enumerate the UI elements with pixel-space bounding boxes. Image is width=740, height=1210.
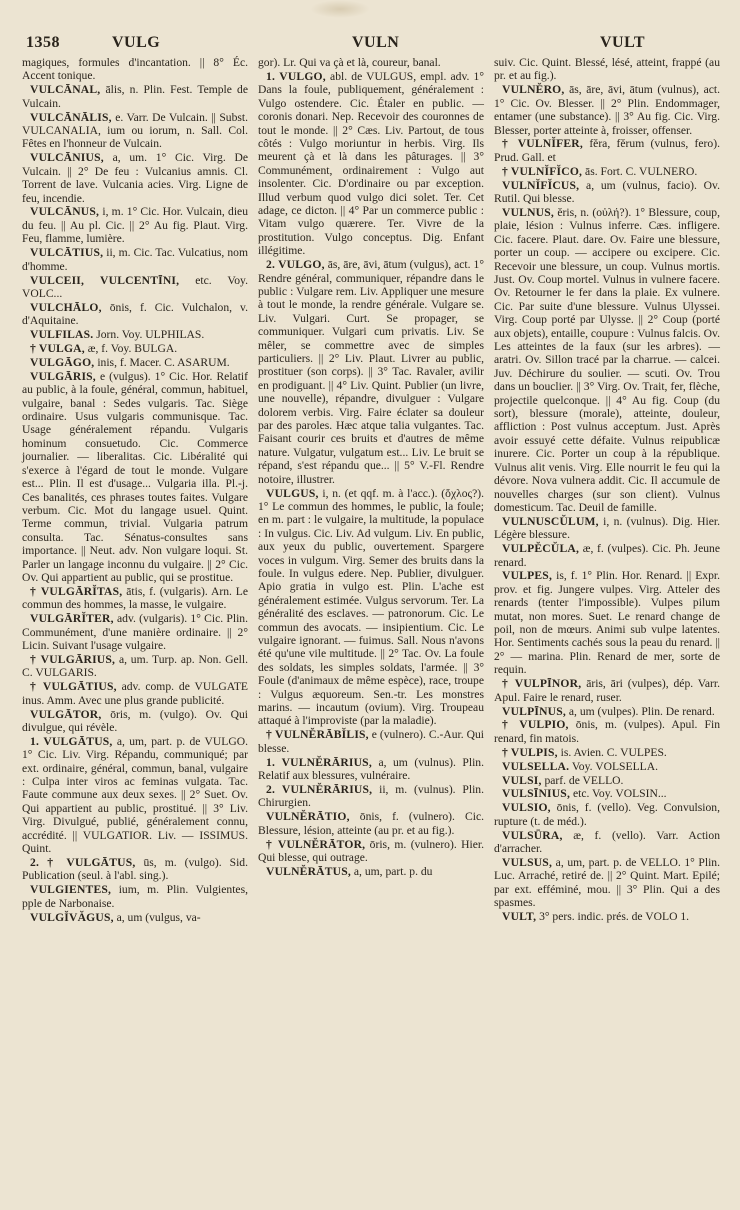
entry-definition: ōnis, f. (vulnero). Cic. Blessure, lésion, atteinte (au pr. et au fig.). [258,810,484,837]
entry-definition: e (vulnero). C.-Aur. Qui blesse. [258,728,484,755]
dictionary-entry [494,829,720,856]
entry-headword: VULNĔRO, [502,83,565,97]
entry-headword: VULCĀNĀLIS, [30,110,112,124]
dictionary-entry [258,258,484,486]
dictionary-entry [494,515,720,542]
entry-definition: ii, m. Cic. Tac. Vulcatius, nom d'homme. [22,246,248,273]
dictionary-entry [258,838,484,865]
entry-headword: † VULGĀRĬTAS, [30,584,123,598]
dictionary-entry [22,856,248,883]
dictionary-entry [494,705,720,718]
dictionary-entry [494,83,720,137]
entry-definition: Voy. VOLSELLA. [571,759,659,773]
dictionary-entry [494,787,720,800]
entry-definition: e. Varr. De Vulcain. || Subst. VULCANALIA, ium ou iorum, n. Sall. Col. Fêtes en l'honneur de Vulcain. [22,110,248,151]
entry-headword: VULFILAS. [30,328,94,342]
dictionary-entry [494,179,720,206]
entry-headword: VULGĀTOR, [30,707,102,721]
entry-definition: a, um, part. p. de VULGO. 1° Cic. Liv. Virg. Répandu, communiqué; par ext. ordinaire, général, commun, banal, vulgaire : Culpa inter viros ac feminas vulgata. Tac. Faute commune aux deux sexes. || 2° Suet. Ov. Qui appartient au public, prostitué. || 3° Liv. Virg. Divulgué, publié, généralement connu, accrédité. || VULGATIOR. Liv. — ISSIMUS. Quint. [22,734,249,856]
entry-headword: VULNUS, [502,205,554,219]
dictionary-entry [22,342,248,355]
entry-definition: ās. Fort. C. VULNERO. [585,164,698,178]
entry-headword: 2. VULNĔRĀRIUS, [266,782,373,796]
entry-headword: VULNUSCŬLUM, [502,514,599,528]
entry-headword: † VULGĀRIUS, [30,652,116,666]
dictionary-entry [22,708,248,735]
dictionary-entry [22,328,248,341]
entry-definition: æ, f. (vulpes). Cic. Ph. Jeune renard. [494,542,720,569]
dictionary-entry [258,70,484,258]
entry-definition: ium, m. Plin. Vulgientes, pple de Narbonaise. [22,883,248,910]
entry-definition: i, n. (vulnus). Dig. Hier. Légère blessure. [494,514,720,542]
column-1 [22,56,248,925]
entry-definition: etc. Voy. VOLC... [22,273,248,300]
entry-definition: 3° pers. indic. prés. de VOLO 1. [539,910,690,924]
entry-definition: magiques, formules d'incantation. || 8° Éc. Accent tonique. [22,56,248,83]
entry-definition: is, f. 1° Plin. Hor. Renard. || Expr. prov. et fig. Jungere vulpes. Virg. Atteler des renards (tenter l'impossible). Vulpes pilum mutat, non mores. Suet. Le renard change de poil, non de mœurs. Animi sub vulpe latentes. Hor. Sentiments cachés sous la peau du renard. || 2° — marina. Plin. Renard de mer, sorte de requin. [494,569,720,677]
dictionary-entry [494,206,720,514]
dictionary-entry [494,760,720,773]
column-3 [494,56,720,925]
entry-headword: VULGIENTES, [30,883,112,897]
header-center-word: VULN [352,34,400,51]
entry-headword: VULSUS, [502,855,553,869]
column-2 [258,56,484,925]
entry-headword: VULSELLA. [502,759,570,773]
columns [22,56,722,925]
dictionary-entry [258,728,484,755]
entry-definition: adv. (vulgaris). 1° Cic. Plin. Communément, d'une manière ordinaire. || 2° Licin. Suivant l'usage vulgaire. [22,612,249,652]
dictionary-entry [22,111,248,151]
entry-definition: ās, āre, āvi, ātum (vulnus), act. 1° Cic. Ov. Blesser. || 2° Plin. Endommager, entamer (une substance). || 3° Au fig. Cic. Virg. Blesser, porter atteinte à, froisser, offenser. [494,83,720,137]
entry-definition: i, m. 1° Cic. Hor. Vulcain, dieu du feu. || Au pl. Cic. || 2° Au fig. Plaut. Virg. Feu, flamme, lumière. [22,205,248,246]
entry-headword: VULCĀNUS, [30,205,100,219]
dictionary-entry [22,83,248,110]
dictionary-entry [22,370,248,585]
entry-definition: Jorn. Voy. ULPHILAS. [96,328,205,342]
entry-headword: VULSIO, [502,801,551,815]
entry-headword: VULGĀRIS, [30,369,96,383]
entry-headword: † VULNĬFER, [502,137,583,151]
dictionary-entry [22,274,248,301]
entry-headword: VULT, [502,910,537,924]
entry-headword: VULSI, [502,773,542,787]
dictionary-entry [258,56,484,69]
entry-headword: † VULNĔRĀTOR, [266,837,366,851]
entry-headword: VULNĔRĀTUS, [266,864,351,878]
dictionary-entry [494,569,720,676]
entry-definition: a, um, part. p. de VELLO. 1° Plin. Luc. Arraché, retiré de. || 2° Quint. Mart. Epilé; par ext. efféminé, mou. || 3° Plin. Qui a des spasmes. [494,855,720,910]
entry-headword: † VULGĀTIUS, [30,680,117,694]
entry-definition: ōnis, f. (vello). Veg. Convulsion, rupture (t. de méd.). [494,801,720,828]
entry-definition: parf. de VELLO. [544,773,624,787]
entry-headword: VULNĬFĬCUS, [502,178,580,192]
entry-definition: e (vulgus). 1° Cic. Hor. Relatif au public, à la foule, général, commun, habituel, vulgaire, banal : Sedes vulgaris. Tac. Siège ordinaire. Usus vulgaris communisque. Tac. Usage généralement répandu. Vulgaris hominum consuetudo. Cic. Commerce journalier. — liberalitas. Cic. Libéralité qui s'exerce à l'égard de tout le monde. Vulgare est... Plin. Il est d'usage... Vulgaria illa. Pl.-j. Ces banalités, ces phrases toutes faites. Vulgare verbum. Cic. Mot du langage usuel. Quint. Terme commun, trivial. Vulgaria patrum consulta. Tac. Sénatus-consultes sans importance. || Neut. adv. Non vulgare loqui. St. Parler un langage inconnu du vulgaire. || 2° Cic. Ov. Qui appartient au public, qui se prostitue. [22,369,248,584]
dictionary-entry [22,56,248,83]
dictionary-entry [258,487,484,728]
entry-headword: VULGĬVĂGUS, [30,910,114,924]
dictionary-entry [494,542,720,569]
entry-headword: † VULPIS, [502,745,558,759]
page-header [22,30,722,56]
entry-headword: VULCEII, VULCENTĪNI, [30,273,180,287]
entry-headword: VULPĪNUS, [502,704,566,718]
entry-definition: adv. comp. de VULGATE inus. Amm. Avec une plus grande publicité. [22,680,248,707]
entry-headword: VULGĀGO, [30,355,95,369]
dictionary-entry [494,910,720,923]
entry-definition: æ, f. Voy. BULGA. [87,342,178,356]
entry-definition: ii, m. (vulnus). Plin. Chirurgien. [258,782,484,810]
dictionary-entry [22,680,248,707]
dictionary-entry [258,783,484,810]
dictionary-entry [494,677,720,704]
entry-headword: VULCĀNAL, [30,83,101,97]
dictionary-entry [22,653,248,680]
entry-headword: † VULNĔRĀBĬLIS, [266,728,369,742]
dictionary-entry [494,801,720,828]
entry-definition: ōris, m. (vulgo). Ov. Qui divulgue, qui révèle. [22,707,248,734]
entry-definition: ĕris, n. (οὐλή?). 1° Blessure, coup, plaie, lésion : Vulnus inferre. Cæs. infligere. Cic. facere. Plaut. dare. Ov. Faire une blessure, porter un coup. — accipere ou excipere. Cic. Recevoir une blessure, un coup. Vulnus mortis. Just. Ov. Coup mortel. Vulnus in vulnere facere. Ov. Retourner le fer dans la plaie. Ex vulnere. Cic. Par suite d'une blessure. Vulnus Ulyssei. Virg. Coup porté par Ulysse. || 2° Coup (porté aux objets), entaille, coupure : Vulnus falcis. Ov. Les atteintes de la faux (sur les arbres). — aratri. Ov. Sillon tracé par la charrue. — calcei. Juv. Déchirure du soulier. — scuti. Ov. Trou dans un bouclier. || 3° Virg. Ov. Trait, fer, flèche, projectile quelconque. || 4° Au fig. Coup (du sort), blessure (morale), atteinte, douleur, affliction : Post vulnus acceptum. Just. Après avoir essuyé cette défaite. Vulnus reipublicæ inurere. Cic. Porter un coup à la république. Vulnus alit venis. Virg. Elle nourrit le feu qui la dévore. Nova vulnera addit. Cic. Il accumule de nouvelles charges (sur son client). Vulnus domesticum. Tac. Deuil de famille. [494,205,721,514]
entry-headword: 1. VULGO, [266,69,326,83]
entry-headword: VULSŪRA, [502,828,563,842]
dictionary-entry [22,585,248,612]
dictionary-entry [22,612,248,652]
entry-definition: fĕra, fĕrum (vulnus, fero). Prud. Gall. et [494,137,720,164]
entry-headword: 2. VULGO, [266,258,325,272]
entry-definition: ōnis, f. Cic. Vulchalon, v. d'Aquitaine. [22,300,248,328]
entry-definition: æ, f. (vello). Varr. Action d'arracher. [494,828,720,856]
entry-headword: VULNĔRĀTIO, [266,810,350,824]
page-number: 1358 [26,34,60,51]
entry-headword: VULPĔCŬLA, [502,542,580,556]
dictionary-entry [494,56,720,83]
entry-definition: is. Avien. C. VULPES. [560,745,667,759]
entry-definition: a, um, part. p. du [353,864,433,878]
entry-definition: suiv. Cic. Quint. Blessé, lésé, atteint, frappé (au pr. et au fig.). [494,56,720,83]
entry-headword: VULGĀRĬTER, [30,612,114,626]
dictionary-entry [494,856,720,910]
entry-definition: ōris, m. (vulnero). Hier. Qui blesse, qui outrage. [258,837,484,864]
dictionary-entry [22,735,248,856]
header-right-word: VULT [600,34,645,51]
entry-headword: † VULPIO, [502,718,569,732]
entry-headword: † VULGA, [30,342,85,356]
entry-definition: ās, āre, āvi, ātum (vulgus), act. 1° Rendre général, communiquer, répandre dans le public : Vulgare rem. Liv. Appliquer une mesure à tout le monde, la rendre générale. Vulgare se. Liv. Vulgari. Curt. Se propager, se communiquer. Vulgari cum privatis. Liv. Se mêler, se commettre avec de simples particuliers. || 2° Liv. Plaut. Livrer au public, prostituer (son corps). || 3° Tac. Ravaler, avilir en prodiguant. || 4° Liv. Quint. Publier (un livre, une nouvelle), répandre, divulguer : Vulgare dolorem verbis. Virg. Faire éclater sa douleur par des paroles. Hæc atque talia vulgantes. Tac. Faisant courir ces bruits et d'autres de même nature. Vulgatur, vulgatum est... Liv. Le bruit se répand, s'est répandu que... || 5° V.-Fl. Rendre notoire, illustrer. [258,258,484,486]
dictionary-entry [22,151,248,205]
entry-headword: 2. † VULGĀTUS, [30,855,136,869]
entry-definition: a, um (vulpes). Plin. De renard. [568,704,715,718]
entry-definition: ōnis, m. (vulpes). Apul. Fin renard, fin matois. [494,718,720,745]
dictionary-entry [494,746,720,759]
entry-headword: VULSĪNIUS, [502,787,571,801]
dictionary-entry [258,865,484,878]
dictionary-entry [22,246,248,273]
dictionary-entry [22,356,248,369]
entry-definition: āris, āri (vulpes), dép. Varr. Apul. Faire le renard, ruser. [494,677,720,704]
entry-headword: VULCHĀLO, [30,300,102,314]
dictionary-entry [494,774,720,787]
entry-headword: 1. VULGĀTUS, [30,734,113,748]
entry-headword: VULCĀTIUS, [30,246,104,260]
page-stain [310,0,370,18]
entry-headword: † VULPĪNOR, [502,677,582,691]
entry-definition: inis, f. Macer. C. ASARUM. [97,355,230,369]
dictionary-entry [22,205,248,245]
entry-definition: ālis, n. Plin. Fest. Temple de Vulcain. [22,83,248,110]
entry-headword: VULGUS, [266,486,319,500]
header-left-word: VULG [112,34,161,51]
entry-headword: † VULNĬFĬCO, [502,164,583,178]
entry-headword: VULPES, [502,569,553,583]
entry-headword: VULCĀNIUS, [30,151,104,165]
entry-definition: a, um (vulnus). Plin. Relatif aux blessures, vulnéraire. [258,755,484,783]
dictionary-entry [494,137,720,164]
entry-definition: a, um. 1° Cic. Virg. De Vulcain. || 2° De feu : Vulcanius amnis. Cl. Torrent de lave. Vulcania acies. Virg. Ligne de feu, incendie. [22,151,249,205]
entry-definition: abl. de VULGUS, empl. adv. 1° Dans la foule, publiquement, généralement : Vulgo ostendere. Cic. Étaler en public. — coronis donari. Nep. Recevoir des couronnes de tout le monde. || 2° Cæs. Liv. Partout, de tous côtés : Vulgo moriuntur in herbis. Virg. Ils meurent çà et là dans les pâturages. || 3° Communément, ordinairement : Vulgo aut insolenter. Cic. D'ordinaire ou par exception. Illud verbum quod vulgo dici solet. Ter. Cet adage, ce dicton. || 4° Par un commerce public : Vitam vulgo quærere. Ter. Vivre de la prostitution. Vulgo conceptus. Dig. Enfant illégitime. [258,69,484,258]
entry-definition: a, um. Turp. ap. Non. Gell. C. VULGARIS. [22,652,249,680]
entry-definition: gor). Lr. Qui va çà et là, coureur, banal. [258,56,441,69]
dictionary-entry [258,810,484,837]
entry-definition: ātis, f. (vulgaris). Arn. Le commun des hommes, la masse, le vulgaire. [22,584,248,612]
entry-definition: ūs, m. (vulgo). Sid. Publication (seul. à l'abl. sing.). [22,855,248,883]
entry-definition: a, um (vulgus, va- [116,910,201,924]
dictionary-entry [258,756,484,783]
dictionary-entry [22,883,248,910]
entry-definition: i, n. (et qqf. m. à l'acc.). (ὄχλος?). 1° Le commun des hommes, le public, la foule; en m. part : le vulgaire, la multitude, la populace : In vulgus. Cic. Liv. Ad vulgum. Liv. En public, aux yeux du public, ouvertement. Spargere voces in vulgum. Virg. Semer des bruits dans la foule. In vulgus edere. Nep. Publier, divulguer. Apio gratia in vulgo est. Plin. L'ache est généralement estimée. Vulgus servorum. Ter. La généralité des esclaves. — patronorum. Cic. Le commun des avocats. — insipientium. Cic. Le vulgaire ignorant. — fuimus. Sall. Nous n'avons été qu'une vile multitude. || 2° Tac. Ov. La foule des soldats, les simples soldats, l'armée. || 3° Foule (d'animaux de même espèce), race, troupe : Vulgus æquoreum. Sen.-tr. Les monstres marins. — incautum (ovium). Virg. Troupeau attaqué à l'improviste (par la maladie). [258,486,484,728]
dictionary-entry [494,718,720,745]
dictionary-entry [22,301,248,328]
entry-headword: 1. VULNĔRĀRIUS, [266,755,372,769]
dictionary-entry [494,165,720,178]
entry-definition: a, um (vulnus, facio). Ov. Rutil. Qui blesse. [494,178,720,206]
dictionary-entry [22,911,248,924]
entry-definition: etc. Voy. VOLSIN... [572,787,667,801]
